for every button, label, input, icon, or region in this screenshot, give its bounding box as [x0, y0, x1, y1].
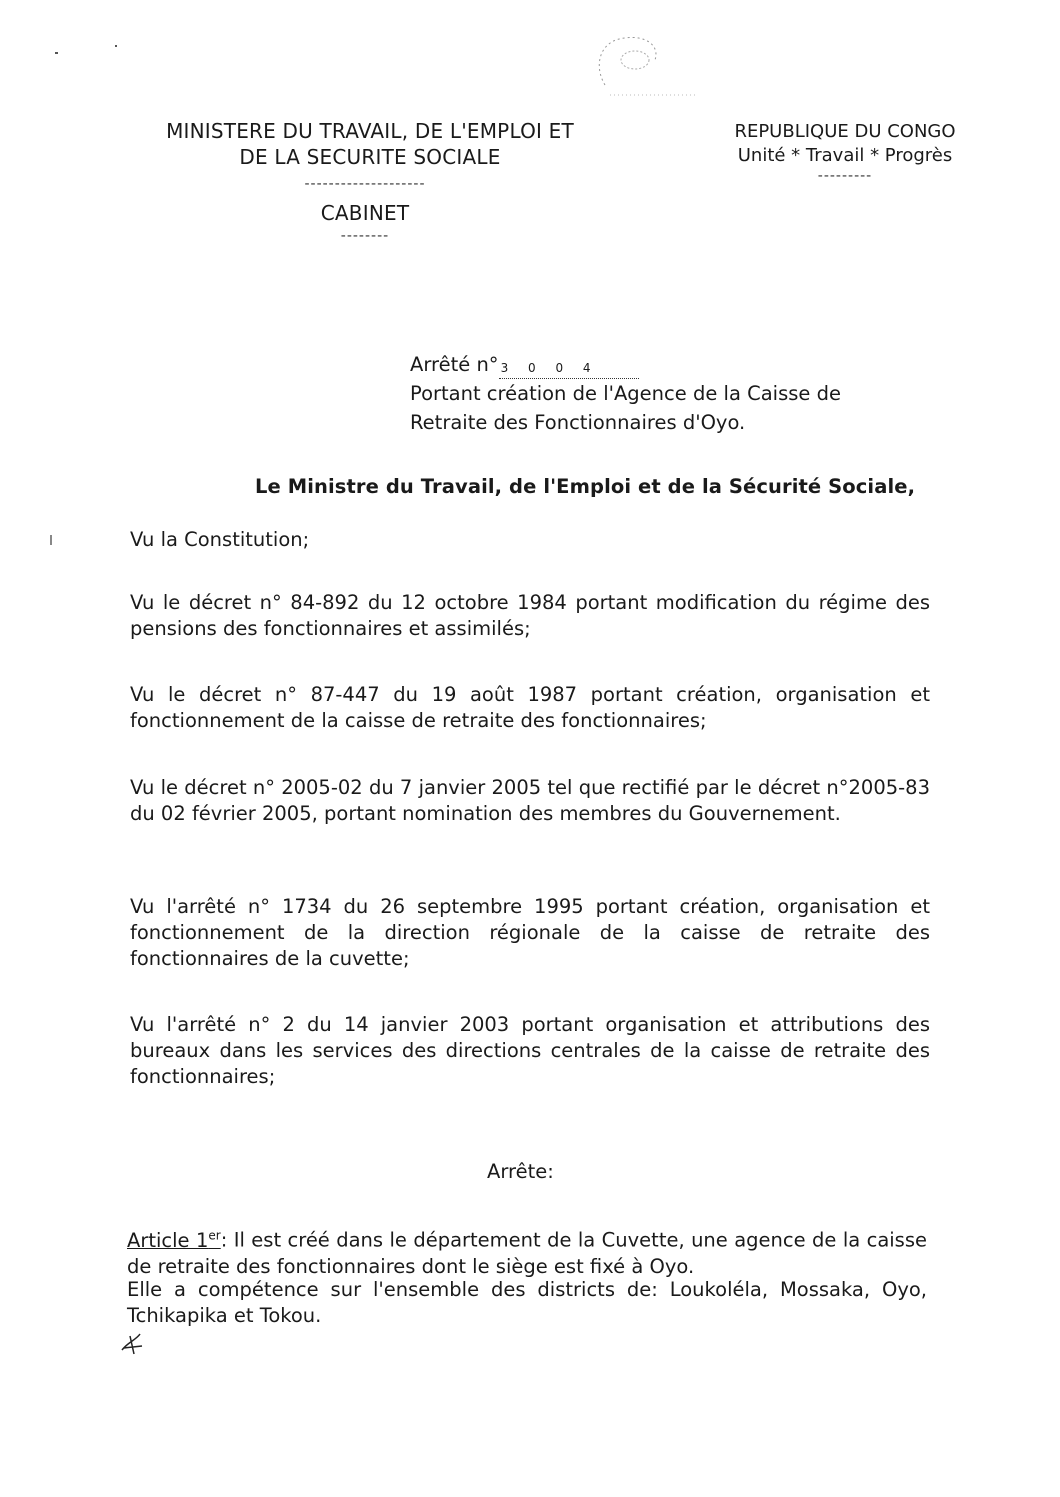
republic-header: [715, 120, 975, 168]
arrete-label: Arrêté n°: [410, 353, 499, 376]
scan-speck: [115, 45, 117, 47]
visa-arrete-2: Vu l'arrêté n° 2 du 14 janvier 2003 portant organisation et attributions des bureaux dans les services des directions centrales de la caisse de retraite des fonctionnaires;: [130, 1013, 930, 1088]
arrete-number-line: [410, 350, 910, 379]
arrete-subject-line2: Retraite des Fonctionnaires d'Oyo.: [410, 411, 746, 434]
minister-heading: Le Ministre du Travail, de l'Emploi et de la Sécurité Sociale,: [255, 475, 916, 498]
article-1-competence: Elle a compétence sur l'ensemble des districts de: Loukoléla, Mossaka, Oyo, Tchikapika et Tokou.: [127, 1278, 927, 1327]
stamp-icon: [585, 30, 705, 105]
ministry-line2: DE LA SECURITE SOCIALE: [239, 145, 501, 169]
visa-decree-84-892: Vu le décret n° 84-892 du 12 octobre 1984 portant modification du régime des pensions des fonctionnaires et assimilés;: [130, 591, 930, 640]
arrete-subject-line1: Portant création de l'Agence de la Caisse de: [410, 382, 841, 405]
visa-arrete-1734: Vu l'arrêté n° 1734 du 26 septembre 1995 portant création, organisation et fonctionnement de la direction régionale de la caisse de retraite des fonctionnaires de la cuvette;: [130, 895, 930, 970]
arrete-block: [410, 350, 910, 437]
ministry-line1: MINISTERE DU TRAVAIL, DE L'EMPLOI ET: [166, 119, 574, 143]
scan-speck: [55, 52, 58, 54]
ministry-header: [120, 118, 620, 170]
arrete-number-field: [499, 358, 639, 379]
cabinet-separator: --------: [340, 228, 390, 244]
decision-heading: Arrête:: [487, 1160, 554, 1183]
visa-constitution: Vu la Constitution;: [130, 528, 310, 551]
stamp-mark: [585, 30, 705, 105]
ministry-separator: --------------------: [304, 176, 426, 192]
cabinet-label: CABINET: [320, 201, 410, 225]
article-1-label: [127, 1229, 221, 1252]
initials-icon: [118, 1330, 148, 1358]
republic-separator: ---------: [817, 168, 873, 184]
visa-decree-87-447: Vu le décret n° 87-447 du 19 août 1987 portant création, organisation et fonctionnement de la caisse de retraite des fonctionnaires;: [130, 683, 930, 732]
article-1-label-text: Article 1: [127, 1228, 209, 1252]
article-1-text: : Il est créé dans le département de la Cuvette, une agence de la caisse de retraite des fonctionnaires dont le siège est fixé à Oyo.: [127, 1228, 927, 1278]
article-1-sup: er: [208, 1228, 221, 1242]
country-name: REPUBLIQUE DU CONGO: [734, 121, 956, 142]
scan-speck: [50, 535, 52, 545]
arrete-number: 3 0 0 4: [500, 361, 599, 375]
visa-decree-2005-02: Vu le décret n° 2005-02 du 7 janvier 2005 tel que rectifié par le décret n°2005-83 du 02 février 2005, portant nomination des membres du Gouvernement.: [130, 776, 930, 825]
initials-mark: [118, 1330, 148, 1362]
article-1: [127, 1222, 927, 1280]
national-motto: Unité * Travail * Progrès: [737, 145, 953, 166]
